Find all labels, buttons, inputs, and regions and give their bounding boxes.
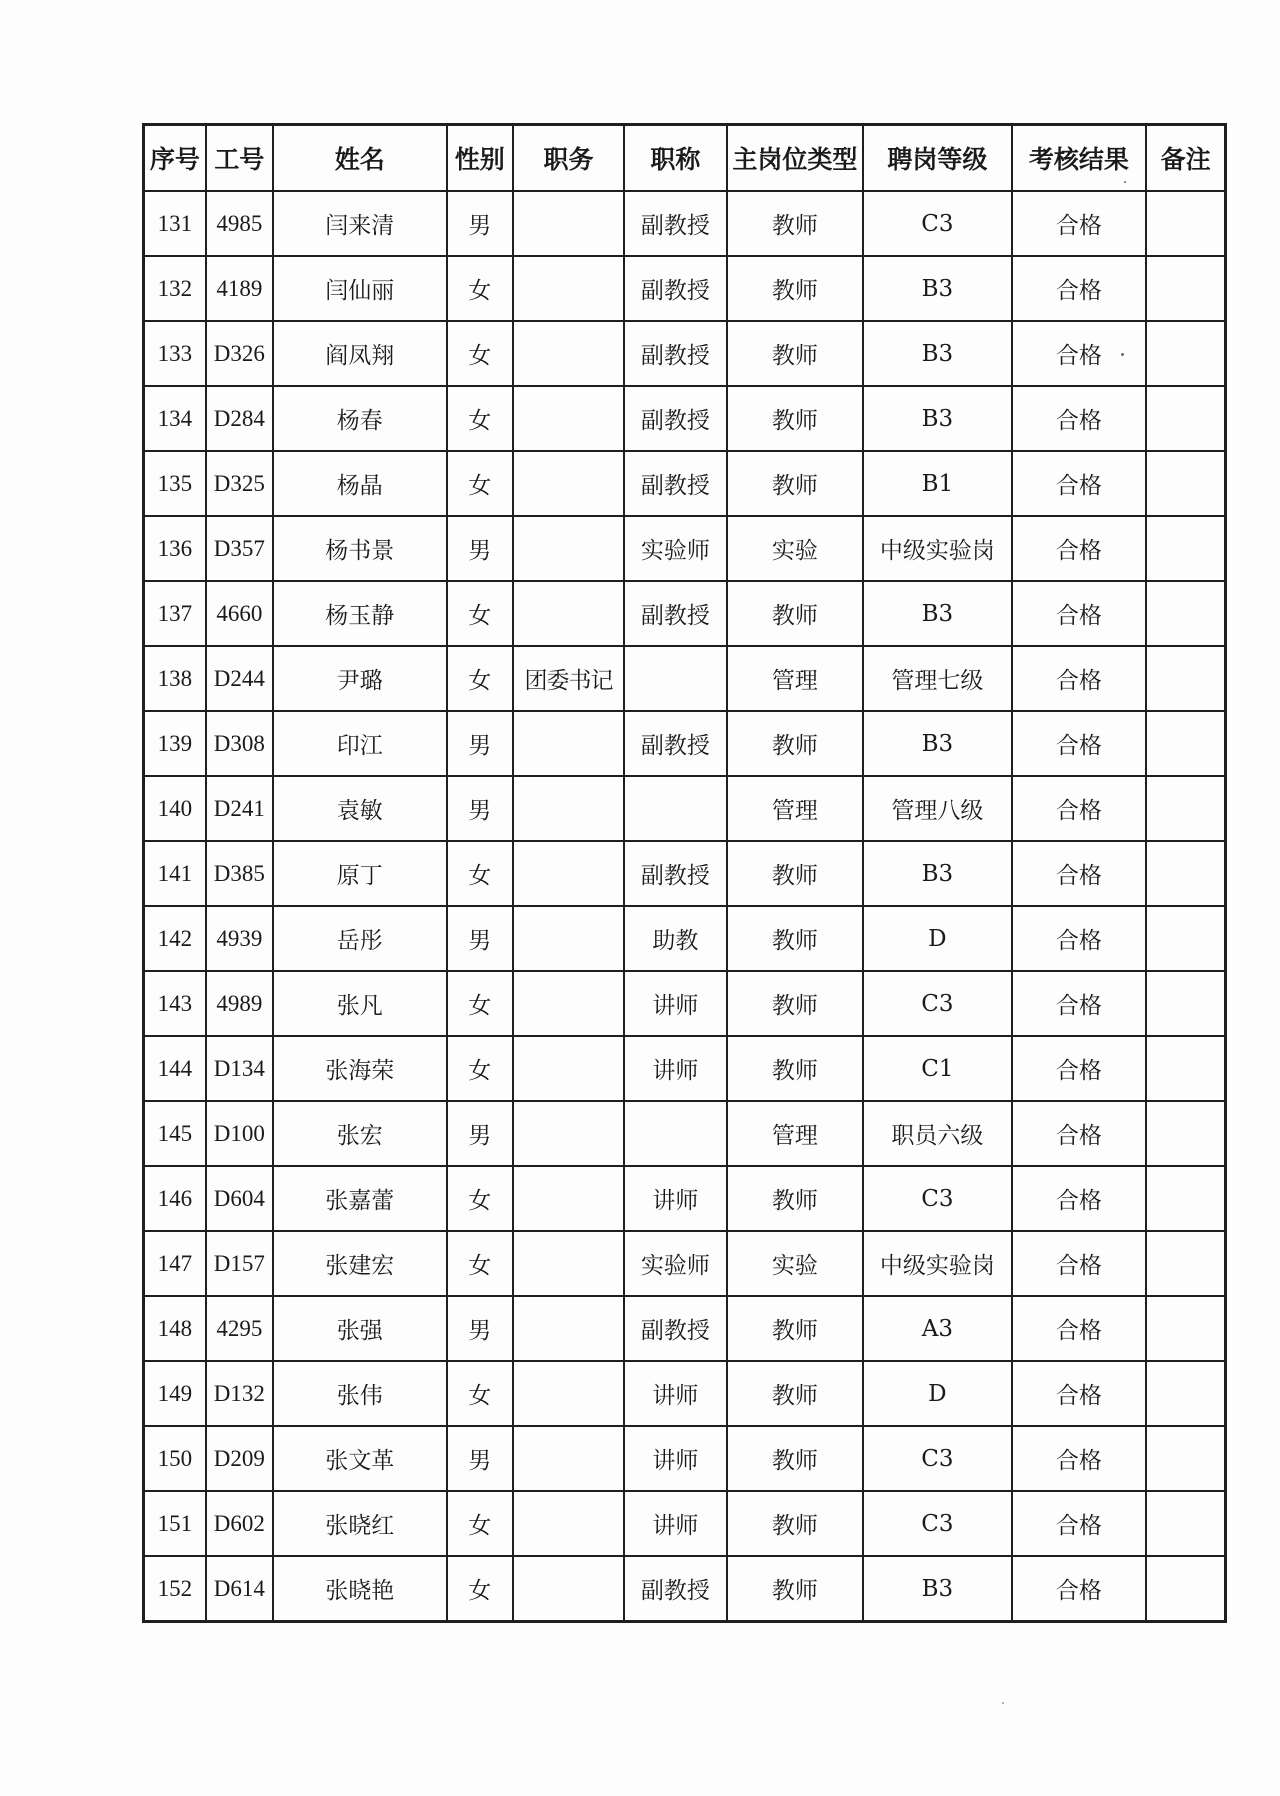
cell-position — [513, 256, 624, 321]
cell-professional-title: 副教授 — [624, 711, 726, 776]
cell-main-post-type: 教师 — [727, 451, 864, 516]
cell-main-post-type: 管理 — [727, 1101, 864, 1166]
cell-staff-id: D326 — [206, 321, 273, 386]
cell-remarks — [1146, 1231, 1225, 1296]
cell-name: 张文革 — [273, 1426, 447, 1491]
cell-assessment-result: 合格 — [1012, 451, 1146, 516]
cell-assessment-result: 合格 — [1012, 841, 1146, 906]
cell-post-grade: C3 — [863, 1166, 1012, 1231]
cell-name: 张伟 — [273, 1361, 447, 1426]
table-row — [144, 1556, 1226, 1622]
cell-name: 岳彤 — [273, 906, 447, 971]
cell-position — [513, 1426, 624, 1491]
cell-assessment-result: 合格 — [1012, 386, 1146, 451]
cell-main-post-type: 教师 — [727, 321, 864, 386]
cell-remarks — [1146, 906, 1225, 971]
cell-serial-number: 132 — [144, 256, 206, 321]
cell-main-post-type: 教师 — [727, 1491, 864, 1556]
cell-professional-title — [624, 776, 726, 841]
cell-serial-number: 141 — [144, 841, 206, 906]
cell-gender: 男 — [447, 1296, 513, 1361]
cell-position — [513, 1491, 624, 1556]
table-row — [144, 1036, 1226, 1101]
cell-remarks — [1146, 776, 1225, 841]
cell-assessment-result: 合格 — [1012, 1036, 1146, 1101]
cell-staff-id: D100 — [206, 1101, 273, 1166]
cell-main-post-type: 教师 — [727, 711, 864, 776]
cell-name: 袁敏 — [273, 776, 447, 841]
cell-post-grade: 中级实验岗 — [863, 1231, 1012, 1296]
cell-post-grade: C3 — [863, 1491, 1012, 1556]
cell-professional-title: 副教授 — [624, 451, 726, 516]
cell-assessment-result: 合格 — [1012, 906, 1146, 971]
cell-post-grade: C1 — [863, 1036, 1012, 1101]
cell-name: 张宏 — [273, 1101, 447, 1166]
cell-remarks — [1146, 1361, 1225, 1426]
cell-name: 张嘉蕾 — [273, 1166, 447, 1231]
cell-serial-number: 140 — [144, 776, 206, 841]
cell-professional-title: 副教授 — [624, 321, 726, 386]
table-row — [144, 841, 1226, 906]
cell-professional-title: 实验师 — [624, 1231, 726, 1296]
cell-position — [513, 906, 624, 971]
cell-professional-title: 讲师 — [624, 1361, 726, 1426]
cell-professional-title: 副教授 — [624, 841, 726, 906]
cell-assessment-result: 合格 — [1012, 1361, 1146, 1426]
cell-staff-id: 4189 — [206, 256, 273, 321]
cell-staff-id: 4989 — [206, 971, 273, 1036]
header-remarks: 备注 — [1146, 125, 1225, 192]
table-row — [144, 1166, 1226, 1231]
cell-position — [513, 1231, 624, 1296]
cell-remarks — [1146, 191, 1225, 256]
table-row — [144, 516, 1226, 581]
cell-serial-number: 143 — [144, 971, 206, 1036]
cell-gender: 男 — [447, 1101, 513, 1166]
table-row — [144, 1491, 1226, 1556]
cell-assessment-result: 合格 — [1012, 711, 1146, 776]
cell-assessment-result: 合格 — [1012, 1231, 1146, 1296]
cell-remarks — [1146, 711, 1225, 776]
cell-name: 杨春 — [273, 386, 447, 451]
cell-name: 阎凤翔 — [273, 321, 447, 386]
table-row — [144, 191, 1226, 256]
cell-gender: 女 — [447, 1231, 513, 1296]
cell-position — [513, 776, 624, 841]
cell-assessment-result: 合格 — [1012, 1296, 1146, 1361]
cell-position — [513, 1296, 624, 1361]
cell-staff-id: D614 — [206, 1556, 273, 1622]
cell-post-grade: 管理八级 — [863, 776, 1012, 841]
cell-remarks — [1146, 386, 1225, 451]
cell-staff-id: D134 — [206, 1036, 273, 1101]
cell-remarks — [1146, 841, 1225, 906]
cell-position — [513, 1556, 624, 1622]
table-row — [144, 581, 1226, 646]
cell-gender: 女 — [447, 971, 513, 1036]
cell-post-grade: C3 — [863, 191, 1012, 256]
cell-name: 尹璐 — [273, 646, 447, 711]
table-header-row — [144, 125, 1226, 192]
cell-professional-title: 副教授 — [624, 1556, 726, 1622]
cell-main-post-type: 实验 — [727, 1231, 864, 1296]
cell-main-post-type: 教师 — [727, 1426, 864, 1491]
cell-assessment-result: 合格 — [1012, 191, 1146, 256]
cell-professional-title: 助教 — [624, 906, 726, 971]
cell-main-post-type: 教师 — [727, 841, 864, 906]
cell-gender: 女 — [447, 451, 513, 516]
header-assessment-result: 考核结果 — [1012, 125, 1146, 192]
cell-assessment-result: 合格 — [1012, 516, 1146, 581]
cell-assessment-result: 合格 — [1012, 776, 1146, 841]
cell-position: 团委书记 — [513, 646, 624, 711]
cell-position — [513, 971, 624, 1036]
header-main-post-type: 主岗位类型 — [727, 125, 864, 192]
cell-staff-id: 4939 — [206, 906, 273, 971]
cell-remarks — [1146, 1296, 1225, 1361]
cell-staff-id: D157 — [206, 1231, 273, 1296]
cell-remarks — [1146, 256, 1225, 321]
cell-assessment-result: 合格 — [1012, 1556, 1146, 1622]
cell-staff-id: D385 — [206, 841, 273, 906]
cell-remarks — [1146, 1101, 1225, 1166]
header-professional-title: 职称 — [624, 125, 726, 192]
cell-professional-title — [624, 646, 726, 711]
scan-speck — [1002, 1702, 1004, 1704]
cell-remarks — [1146, 516, 1225, 581]
cell-serial-number: 136 — [144, 516, 206, 581]
cell-post-grade: C3 — [863, 971, 1012, 1036]
table-row — [144, 1426, 1226, 1491]
cell-serial-number: 147 — [144, 1231, 206, 1296]
cell-post-grade: A3 — [863, 1296, 1012, 1361]
table-row — [144, 906, 1226, 971]
cell-gender: 女 — [447, 386, 513, 451]
scan-speck — [1121, 353, 1124, 356]
scan-speck — [1124, 181, 1126, 183]
cell-position — [513, 1361, 624, 1426]
cell-professional-title: 讲师 — [624, 1036, 726, 1101]
cell-remarks — [1146, 1036, 1225, 1101]
cell-remarks — [1146, 451, 1225, 516]
cell-name: 杨玉静 — [273, 581, 447, 646]
cell-assessment-result: 合格 — [1012, 646, 1146, 711]
cell-gender: 女 — [447, 321, 513, 386]
cell-staff-id: D241 — [206, 776, 273, 841]
cell-professional-title: 副教授 — [624, 191, 726, 256]
cell-gender: 女 — [447, 841, 513, 906]
cell-serial-number: 151 — [144, 1491, 206, 1556]
cell-serial-number: 148 — [144, 1296, 206, 1361]
cell-gender: 男 — [447, 711, 513, 776]
cell-gender: 女 — [447, 1166, 513, 1231]
cell-gender: 女 — [447, 581, 513, 646]
table-row — [144, 971, 1226, 1036]
cell-post-grade: B3 — [863, 321, 1012, 386]
header-name: 姓名 — [273, 125, 447, 192]
cell-assessment-result: 合格 — [1012, 1101, 1146, 1166]
cell-position — [513, 841, 624, 906]
table-row — [144, 646, 1226, 711]
cell-gender: 女 — [447, 1361, 513, 1426]
cell-professional-title: 讲师 — [624, 971, 726, 1036]
cell-gender: 女 — [447, 1036, 513, 1101]
cell-main-post-type: 教师 — [727, 971, 864, 1036]
staff-assessment-table — [142, 123, 1227, 1623]
cell-gender: 女 — [447, 256, 513, 321]
cell-post-grade: 职员六级 — [863, 1101, 1012, 1166]
cell-post-grade: B3 — [863, 386, 1012, 451]
cell-main-post-type: 教师 — [727, 1296, 864, 1361]
cell-main-post-type: 实验 — [727, 516, 864, 581]
cell-professional-title: 副教授 — [624, 256, 726, 321]
table-row — [144, 776, 1226, 841]
cell-remarks — [1146, 1426, 1225, 1491]
cell-gender: 男 — [447, 776, 513, 841]
cell-post-grade: D — [863, 1361, 1012, 1426]
cell-serial-number: 135 — [144, 451, 206, 516]
cell-gender: 男 — [447, 191, 513, 256]
cell-name: 张建宏 — [273, 1231, 447, 1296]
cell-name: 杨书景 — [273, 516, 447, 581]
table-row — [144, 711, 1226, 776]
cell-remarks — [1146, 1556, 1225, 1622]
cell-staff-id: 4295 — [206, 1296, 273, 1361]
cell-name: 原丁 — [273, 841, 447, 906]
cell-serial-number: 139 — [144, 711, 206, 776]
cell-staff-id: D308 — [206, 711, 273, 776]
cell-assessment-result: 合格 — [1012, 1491, 1146, 1556]
header-staff-id: 工号 — [206, 125, 273, 192]
cell-gender: 女 — [447, 646, 513, 711]
cell-professional-title: 副教授 — [624, 1296, 726, 1361]
cell-serial-number: 138 — [144, 646, 206, 711]
cell-main-post-type: 管理 — [727, 646, 864, 711]
cell-position — [513, 451, 624, 516]
cell-remarks — [1146, 646, 1225, 711]
cell-gender: 女 — [447, 1491, 513, 1556]
cell-name: 闫仙丽 — [273, 256, 447, 321]
cell-post-grade: B3 — [863, 581, 1012, 646]
cell-post-grade: B3 — [863, 256, 1012, 321]
cell-staff-id: D209 — [206, 1426, 273, 1491]
cell-professional-title: 副教授 — [624, 386, 726, 451]
cell-position — [513, 1036, 624, 1101]
cell-professional-title: 讲师 — [624, 1166, 726, 1231]
cell-professional-title: 讲师 — [624, 1426, 726, 1491]
cell-assessment-result: 合格 — [1012, 1166, 1146, 1231]
cell-serial-number: 145 — [144, 1101, 206, 1166]
cell-post-grade: C3 — [863, 1426, 1012, 1491]
cell-post-grade: 管理七级 — [863, 646, 1012, 711]
cell-name: 印江 — [273, 711, 447, 776]
cell-serial-number: 146 — [144, 1166, 206, 1231]
cell-name: 张晓艳 — [273, 1556, 447, 1622]
cell-position — [513, 1101, 624, 1166]
cell-remarks — [1146, 971, 1225, 1036]
header-post-grade: 聘岗等级 — [863, 125, 1012, 192]
cell-staff-id: D284 — [206, 386, 273, 451]
cell-post-grade: B3 — [863, 711, 1012, 776]
cell-serial-number: 133 — [144, 321, 206, 386]
cell-serial-number: 142 — [144, 906, 206, 971]
table-row — [144, 321, 1226, 386]
cell-staff-id: D602 — [206, 1491, 273, 1556]
cell-remarks — [1146, 1166, 1225, 1231]
cell-staff-id: 4660 — [206, 581, 273, 646]
header-position: 职务 — [513, 125, 624, 192]
cell-serial-number: 134 — [144, 386, 206, 451]
cell-name: 张海荣 — [273, 1036, 447, 1101]
cell-gender: 男 — [447, 1426, 513, 1491]
table-row — [144, 386, 1226, 451]
cell-post-grade: B3 — [863, 841, 1012, 906]
table-row — [144, 256, 1226, 321]
cell-post-grade: B1 — [863, 451, 1012, 516]
cell-staff-id: D357 — [206, 516, 273, 581]
cell-main-post-type: 教师 — [727, 1166, 864, 1231]
cell-position — [513, 191, 624, 256]
cell-name: 杨晶 — [273, 451, 447, 516]
cell-serial-number: 150 — [144, 1426, 206, 1491]
cell-main-post-type: 教师 — [727, 1036, 864, 1101]
cell-professional-title: 讲师 — [624, 1491, 726, 1556]
cell-serial-number: 149 — [144, 1361, 206, 1426]
cell-assessment-result: 合格 — [1012, 321, 1146, 386]
cell-gender: 男 — [447, 516, 513, 581]
cell-serial-number: 152 — [144, 1556, 206, 1622]
cell-main-post-type: 教师 — [727, 256, 864, 321]
cell-staff-id: D325 — [206, 451, 273, 516]
header-gender: 性别 — [447, 125, 513, 192]
cell-main-post-type: 管理 — [727, 776, 864, 841]
cell-main-post-type: 教师 — [727, 1361, 864, 1426]
table-row — [144, 1361, 1226, 1426]
cell-position — [513, 1166, 624, 1231]
cell-main-post-type: 教师 — [727, 1556, 864, 1622]
cell-gender: 女 — [447, 1556, 513, 1622]
header-serial-number: 序号 — [144, 125, 206, 192]
table-row — [144, 1101, 1226, 1166]
cell-assessment-result: 合格 — [1012, 256, 1146, 321]
cell-post-grade: 中级实验岗 — [863, 516, 1012, 581]
cell-serial-number: 137 — [144, 581, 206, 646]
cell-professional-title — [624, 1101, 726, 1166]
cell-staff-id: 4985 — [206, 191, 273, 256]
cell-main-post-type: 教师 — [727, 906, 864, 971]
cell-staff-id: D132 — [206, 1361, 273, 1426]
cell-main-post-type: 教师 — [727, 581, 864, 646]
cell-staff-id: D604 — [206, 1166, 273, 1231]
cell-position — [513, 711, 624, 776]
cell-gender: 男 — [447, 906, 513, 971]
cell-position — [513, 581, 624, 646]
cell-remarks — [1146, 321, 1225, 386]
cell-assessment-result: 合格 — [1012, 581, 1146, 646]
cell-professional-title: 副教授 — [624, 581, 726, 646]
cell-remarks — [1146, 1491, 1225, 1556]
cell-staff-id: D244 — [206, 646, 273, 711]
cell-name: 张凡 — [273, 971, 447, 1036]
cell-name: 张强 — [273, 1296, 447, 1361]
cell-remarks — [1146, 581, 1225, 646]
table-row — [144, 451, 1226, 516]
cell-name: 张晓红 — [273, 1491, 447, 1556]
cell-professional-title: 实验师 — [624, 516, 726, 581]
cell-position — [513, 516, 624, 581]
table-body — [144, 191, 1226, 1622]
cell-name: 闫来清 — [273, 191, 447, 256]
cell-main-post-type: 教师 — [727, 191, 864, 256]
cell-position — [513, 386, 624, 451]
cell-post-grade: B3 — [863, 1556, 1012, 1622]
cell-serial-number: 144 — [144, 1036, 206, 1101]
table-row — [144, 1231, 1226, 1296]
cell-assessment-result: 合格 — [1012, 971, 1146, 1036]
cell-main-post-type: 教师 — [727, 386, 864, 451]
cell-post-grade: D — [863, 906, 1012, 971]
cell-assessment-result: 合格 — [1012, 1426, 1146, 1491]
table-row — [144, 1296, 1226, 1361]
cell-serial-number: 131 — [144, 191, 206, 256]
cell-position — [513, 321, 624, 386]
